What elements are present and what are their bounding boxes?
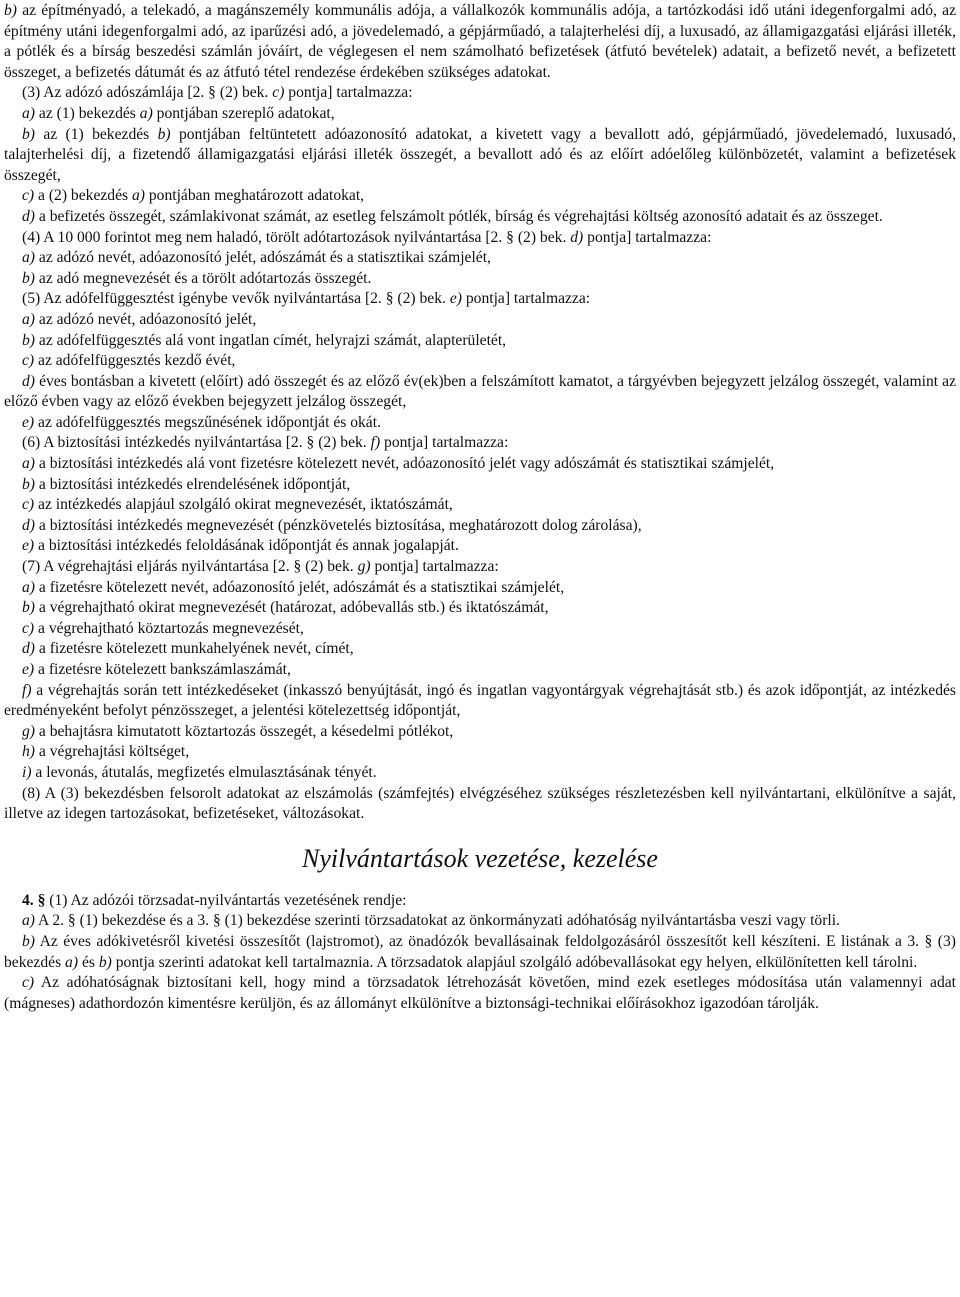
point-letter: c) bbox=[22, 496, 35, 514]
paragraph-text: (1) Az adózói törzsadat-nyilvántartás vezetésének rendje: bbox=[45, 891, 407, 909]
paragraph bbox=[4, 1, 956, 83]
point-letter: a) bbox=[139, 104, 153, 122]
paragraph-text: a biztosítási intézkedés alá vont fizetésre kötelezett nevét, adóazonosító jelét vagy adószámát és statisztikai számjelét, bbox=[35, 455, 775, 473]
point-letter: b) bbox=[22, 331, 35, 349]
point-letter: e) bbox=[22, 661, 35, 678]
paragraph-text: a behajtásra kimutatott köztartozás összegét, a késedelmi pótlékot, bbox=[35, 722, 454, 740]
paragraph-text: a végrehajtható okirat megnevezését (határozat, adóbevallás stb.) és iktatószámát, bbox=[35, 599, 549, 617]
paragraph-text: a (2) bekezdés bbox=[34, 187, 132, 205]
paragraph bbox=[4, 289, 956, 310]
section-heading: Nyilvántartások vezetése, kezelése bbox=[302, 843, 658, 873]
paragraph bbox=[4, 433, 956, 454]
paragraph bbox=[4, 784, 956, 825]
point-letter: a) bbox=[22, 578, 35, 596]
paragraph bbox=[4, 125, 956, 187]
paragraph bbox=[4, 310, 956, 331]
section-number: 4. § bbox=[22, 891, 46, 909]
point-letter: f) bbox=[22, 681, 32, 699]
point-letter: b) bbox=[157, 125, 171, 143]
paragraph bbox=[4, 660, 956, 681]
paragraph-text: (3) Az adózó adószámlája [2. § (2) bek. bbox=[22, 84, 273, 102]
point-letter: d) bbox=[22, 207, 35, 225]
point-letter: a) bbox=[131, 187, 145, 205]
paragraph-text: Az éves adókivetésről kivetési összesítőt (lajstromot), az önadózók bevallásainak feldolgozásáról összesítőt kell készíteni. E listának a 3. § (3) bekezdés bbox=[4, 932, 956, 971]
point-letter: a) bbox=[22, 310, 35, 328]
paragraph bbox=[4, 413, 956, 434]
paragraph bbox=[4, 742, 956, 763]
paragraph bbox=[4, 639, 956, 660]
paragraph-text: (6) A biztosítási intézkedés nyilvántartása [2. § (2) bek. bbox=[22, 434, 371, 452]
paragraph-text: a biztosítási intézkedés elrendelésének időpontját, bbox=[35, 475, 351, 493]
point-letter: a) bbox=[22, 455, 35, 473]
paragraph bbox=[4, 911, 956, 932]
paragraph-text: Az adóhatóságnak biztosítani kell, hogy mind a törzsadatok létrehozását követően, mind ezek esetleges módosítása után valamennyi adat (mágneses) adathordozón kimentésre kerüljön, és az állományt elkülönítve a biztonsági-technikai előírásokhoz igazodóan tárolják. bbox=[4, 974, 956, 1012]
paragraph-text: az intézkedés alapjául szolgáló okirat megnevezését, iktatószámát, bbox=[34, 496, 453, 514]
paragraph-text: az adózó nevét, adóazonosító jelét, adószámát és a statisztikai számjelét, bbox=[35, 249, 491, 267]
paragraph bbox=[4, 722, 956, 743]
paragraph-text: az adófelfüggesztés alá vont ingatlan címét, helyrajzi számát, alapterületét, bbox=[35, 331, 507, 349]
point-letter: b) bbox=[22, 932, 35, 950]
paragraph bbox=[4, 207, 956, 228]
paragraph bbox=[4, 372, 956, 413]
point-letter: c) bbox=[22, 187, 35, 205]
point-letter: a) bbox=[22, 912, 35, 930]
paragraph-text: pontja] tartalmazza: bbox=[583, 228, 712, 246]
paragraph-text: az adózó nevét, adóazonosító jelét, bbox=[35, 310, 257, 328]
paragraph-text: az (1) bekezdés bbox=[35, 104, 140, 122]
paragraph-text: az építményadó, a telekadó, a magánszemély kommunális adója, a vállalkozók kommunális adója, a tartózkodási idő utáni idegenforgalmi adó, az építmény utáni idegenforgalmi adó, az iparűzési adó, a jövedelemadó, a gépjárműadó, a talajterhelési díj, a luxusadó, az államigazgatási eljárási illeték, a pótlék és a bírság beszedési számlán jóváírt, de véglegesen el nem számolható befizetések (átfutó bevételek) adatait, a befizető nevét, a befizetett összeget, a befizetés dátumát és az átfutó tétel rendezése érdekében szükséges adatokat. bbox=[4, 2, 956, 81]
paragraph-text: az (1) bekezdés bbox=[35, 125, 158, 143]
paragraph-text: pontjában feltüntetett adóazonosító adatokat, a kivetett vagy a bevallott adó, gépjárműadó, jövedelemadó, luxusadó, talajterhelési díj, a fizetendő államigazgatási eljárási illeték összegét, a bevallott adó és az előírt adóelőleg különbözetét, valamint a befizetések összegét, bbox=[4, 125, 956, 184]
paragraph bbox=[4, 475, 956, 496]
paragraph-text: éves bontásban a kivetett (előírt) adó összegét és az előző év(ek)ben a felszámított kamatot, a tárgyévben bejegyzett jelzálog összegét, valamint az előző évben vagy az előző években bejegyzett jelzálog összegét, bbox=[4, 372, 956, 411]
paragraph-text: (5) Az adófelfüggesztést igénybe vevők nyilvántartása [2. § (2) bek. bbox=[22, 290, 450, 308]
paragraph-text: a fizetésre kötelezett bankszámlaszámát, bbox=[34, 661, 291, 678]
paragraph bbox=[4, 891, 956, 912]
paragraph-text: pontja] tartalmazza: bbox=[461, 290, 591, 308]
paragraph bbox=[4, 83, 956, 104]
paragraph bbox=[4, 973, 956, 1014]
point-letter: c) bbox=[22, 352, 35, 370]
paragraph-text: pontjában meghatározott adatokat, bbox=[144, 187, 365, 205]
paragraph-text: pontja] tartalmazza: bbox=[284, 84, 413, 102]
paragraph bbox=[4, 186, 956, 207]
paragraph bbox=[4, 269, 956, 290]
paragraph bbox=[4, 536, 956, 557]
paragraph-text: pontja] tartalmazza: bbox=[380, 434, 509, 452]
point-letter: e) bbox=[449, 290, 462, 308]
paragraph-text: a biztosítási intézkedés feloldásának időpontját és annak jogalapját. bbox=[34, 537, 459, 555]
paragraph-text: az adófelfüggesztés megszűnésének időpontját és okát. bbox=[34, 413, 381, 431]
point-letter: d) bbox=[22, 372, 35, 390]
paragraph bbox=[4, 578, 956, 599]
point-letter: a) bbox=[65, 953, 79, 971]
point-letter: a) bbox=[22, 249, 35, 267]
paragraph bbox=[4, 331, 956, 352]
paragraph-text: a levonás, átutalás, megfizetés elmulasztásának tényét. bbox=[31, 763, 377, 781]
paragraph bbox=[4, 763, 956, 784]
point-letter: d) bbox=[22, 640, 35, 658]
point-letter: i) bbox=[22, 763, 32, 781]
paragraph bbox=[4, 228, 956, 249]
paragraph-text: (8) A (3) bekezdésben felsorolt adatokat az elszámolás (számfejtés) elvégzéséhez szükséges részletezésben kell nyilvántartani, elkülönítve a saját, illetve az idegen tartozásokat, befizetéseket, változásokat. bbox=[4, 784, 956, 823]
paragraph-text: pontja szerinti adatokat kell tartalmaznia. A törzsadatok alapjául szolgáló adóbevallásokat egy helyen, elkülönítetten kell tárolni. bbox=[111, 953, 918, 971]
paragraph bbox=[4, 248, 956, 269]
paragraph-text: az adó megnevezését és a törölt adótartozás összegét. bbox=[35, 269, 372, 287]
point-letter: e) bbox=[22, 537, 35, 555]
paragraph-text: pontjában szereplő adatokat, bbox=[152, 104, 335, 122]
paragraph bbox=[4, 351, 956, 372]
paragraph bbox=[4, 454, 956, 475]
point-letter: a) bbox=[22, 104, 35, 122]
paragraph-text: pontja] tartalmazza: bbox=[370, 558, 499, 576]
point-letter: b) bbox=[22, 269, 35, 287]
point-letter: g) bbox=[22, 722, 35, 740]
point-letter: h) bbox=[22, 743, 35, 761]
point-letter: d) bbox=[22, 516, 35, 534]
paragraph-text: a befizetés összegét, számlakivonat számát, az esetleg felszámolt pótlék, bírság és végrehajtási költség azonosító adatait és az összeget. bbox=[35, 207, 883, 225]
paragraph bbox=[4, 557, 956, 578]
paragraph-text: a fizetésre kötelezett nevét, adóazonosító jelét, adószámát és a statisztikai számjelét, bbox=[35, 578, 565, 596]
paragraph-text: A 2. § (1) bekezdése és a 3. § (1) bekezdése szerinti törzsadatokat az önkormányzati adóhatóság nyilvántartásba veszi vagy törli. bbox=[35, 912, 840, 930]
point-letter: b) bbox=[22, 475, 35, 493]
document-page bbox=[0, 1, 960, 1297]
point-letter: d) bbox=[570, 228, 584, 246]
paragraph bbox=[4, 495, 956, 516]
paragraph bbox=[4, 932, 956, 973]
paragraph-text: a végrehajtási költséget, bbox=[35, 743, 190, 761]
point-letter: g) bbox=[357, 558, 371, 576]
paragraph bbox=[4, 104, 956, 125]
paragraph-text: a fizetésre kötelezett munkahelyének nevét, címét, bbox=[35, 640, 354, 658]
paragraph bbox=[4, 598, 956, 619]
paragraph-text: a végrehajtható köztartozás megnevezését, bbox=[34, 619, 304, 637]
paragraph bbox=[4, 516, 956, 537]
paragraph-text: az adófelfüggesztés kezdő évét, bbox=[34, 352, 236, 370]
point-letter: b) bbox=[4, 2, 17, 19]
point-letter: b) bbox=[98, 953, 112, 971]
paragraph-text: (4) A 10 000 forintot meg nem haladó, törölt adótartozások nyilvántartása [2. § (2) bek. bbox=[22, 228, 571, 246]
section-paragraphs-bottom bbox=[4, 891, 956, 1015]
point-letter: c) bbox=[22, 619, 35, 637]
paragraph-text: és bbox=[78, 953, 99, 971]
section-paragraphs-top bbox=[4, 1, 956, 825]
paragraph-text: a végrehajtás során tett intézkedéseket (inkasszó benyújtását, ingó és ingatlan vagyontárgyak végrehajtását stb.) és azok időpontját, az intézkedés eredményeként befolyt pénzösszeget, a jelentési kötelezettség időpontját, bbox=[4, 681, 956, 720]
paragraph-text: (7) A végrehajtási eljárás nyilvántartása [2. § (2) bek. bbox=[22, 558, 358, 576]
paragraph-text: a biztosítási intézkedés megnevezését (pénzkövetelés biztosítása, meghatározott dolog zárolása), bbox=[35, 516, 642, 534]
paragraph bbox=[4, 619, 956, 640]
point-letter: f) bbox=[370, 434, 381, 452]
point-letter: e) bbox=[22, 413, 35, 431]
point-letter: c) bbox=[272, 84, 285, 102]
point-letter: b) bbox=[22, 125, 35, 143]
point-letter: c) bbox=[22, 974, 35, 992]
point-letter: b) bbox=[22, 599, 35, 617]
paragraph bbox=[4, 681, 956, 722]
